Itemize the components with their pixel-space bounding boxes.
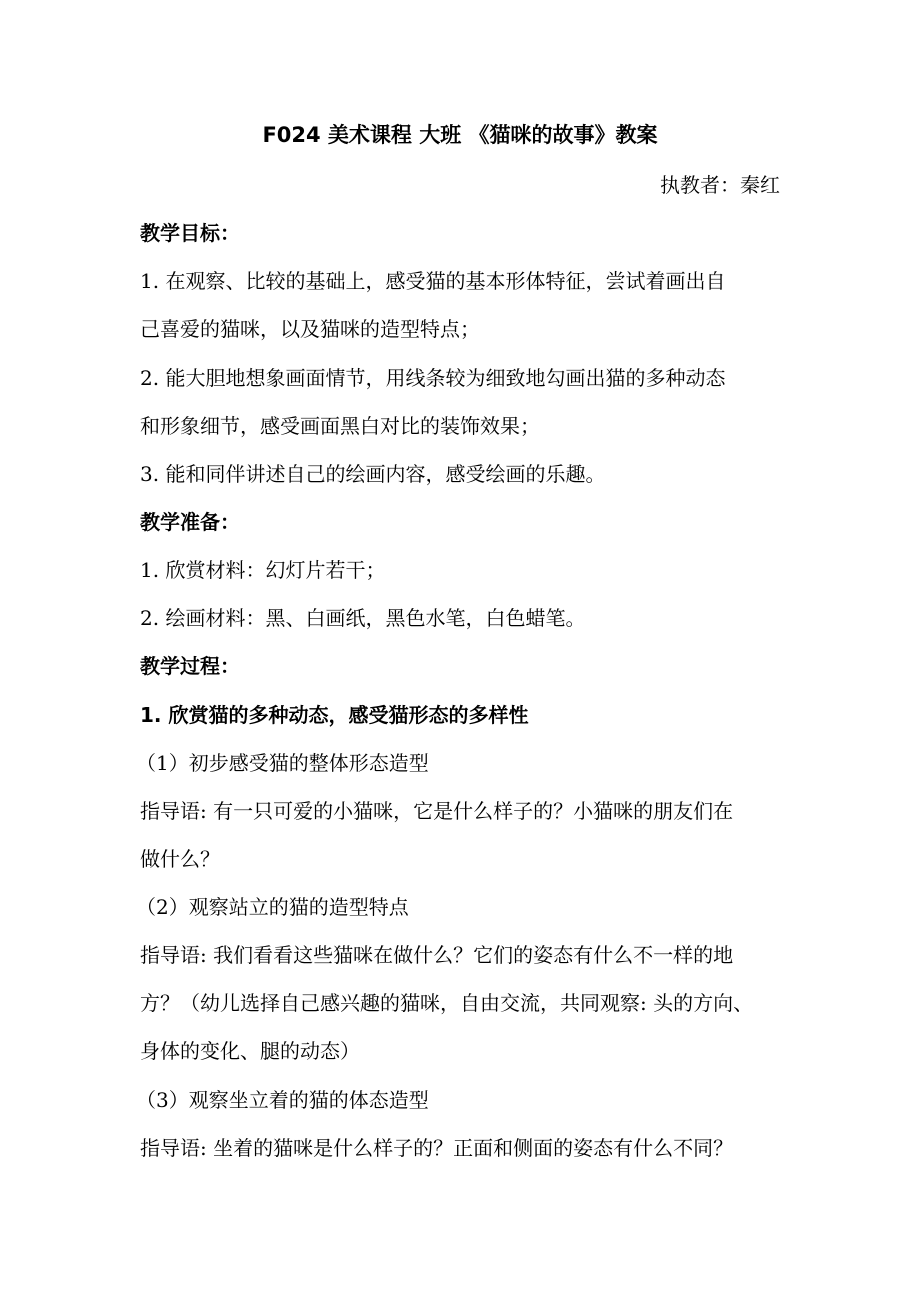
- paragraph-line: 方？（幼儿选择自己感兴趣的猫咪，自由交流，共同观察: 头的方向、: [140, 991, 754, 1015]
- section-heading-process: 教学过程：: [140, 654, 240, 678]
- section-heading-objectives: 教学目标：: [140, 221, 240, 245]
- paragraph-line: 做什么？: [140, 847, 220, 871]
- step-heading: 1. 欣赏猫的多种动态，感受猫形态的多样性: [140, 703, 529, 727]
- sub-step-line: （2）观察站立的猫的造型特点: [136, 895, 409, 919]
- paragraph-line: 1. 在观察、比较的基础上，感受猫的基本形体特征，尝试着画出自: [140, 269, 726, 293]
- sub-step-line: （1）初步感受猫的整体形态造型: [136, 751, 429, 775]
- paragraph-line: 2. 能大胆地想象画面情节，用线条较为细致地勾画出猫的多种动态: [140, 366, 726, 390]
- paragraph-line: 和形象细节，感受画面黑白对比的装饰效果；: [140, 414, 540, 438]
- author-line: 执教者：秦红: [660, 173, 780, 197]
- paragraph-line: 1. 欣赏材料：幻灯片若干；: [140, 558, 386, 582]
- paragraph-line: 指导语: 我们看看这些猫咪在做什么？它们的姿态有什么不一样的地: [140, 943, 734, 967]
- sub-step-line: （3）观察坐立着的猫的体态造型: [136, 1088, 429, 1112]
- paragraph-line: 3. 能和同伴讲述自己的绘画内容，感受绘画的乐趣。: [140, 462, 606, 486]
- paragraph-line: 指导语: 坐着的猫咪是什么样子的？正面和侧面的姿态有什么不同？: [140, 1136, 734, 1160]
- paragraph-line: 己喜爱的猫咪，以及猫咪的造型特点；: [140, 317, 480, 341]
- paragraph-line: 指导语: 有一只可爱的小猫咪，它是什么样子的？小猫咪的朋友们在: [140, 799, 734, 823]
- section-heading-preparation: 教学准备：: [140, 510, 240, 534]
- paragraph-line: 身体的变化、腿的动态）: [140, 1039, 360, 1063]
- document-title: F024 美术课程 大班 《猫咪的故事》教案: [262, 123, 658, 147]
- paragraph-line: 2. 绘画材料：黑、白画纸，黑色水笔，白色蜡笔。: [140, 606, 586, 630]
